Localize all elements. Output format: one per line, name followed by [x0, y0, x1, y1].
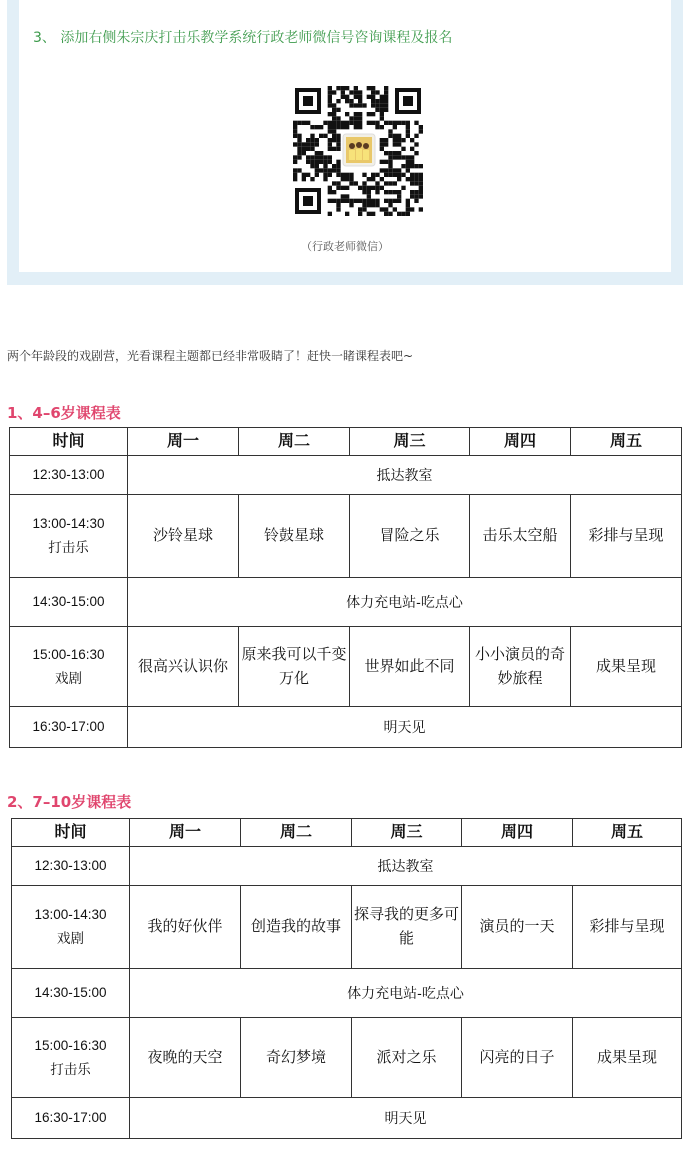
course-cell: 原来我可以千变万化	[239, 627, 350, 707]
course-cell: 彩排与呈现	[571, 495, 682, 578]
span-cell: 明天见	[128, 707, 682, 748]
course-cell: 我的好伙伴	[130, 886, 241, 969]
time-cell: 14:30-15:00	[10, 578, 128, 627]
header-tue: 周二	[241, 819, 352, 847]
course-cell: 很高兴认识你	[128, 627, 239, 707]
time-cell	[10, 627, 128, 707]
span-cell: 抵达教室	[130, 847, 682, 886]
qr-code-icon[interactable]	[293, 86, 423, 216]
table-row	[12, 969, 682, 1018]
time-cell	[12, 1018, 130, 1098]
time-range: 15:00-16:30	[32, 646, 105, 662]
table-row	[12, 847, 682, 886]
schedule-title-7-10: 2、7–10岁课程表	[7, 793, 132, 811]
header-thu: 周四	[462, 819, 573, 847]
time-range: 13:00-14:30	[34, 907, 107, 922]
course-cell: 成果呈现	[573, 1018, 682, 1098]
course-cell: 派对之乐	[352, 1018, 462, 1098]
course-type: 打击乐	[48, 540, 89, 555]
time-range: 15:00-16:30	[34, 1037, 107, 1053]
time-cell	[12, 886, 130, 969]
header-tue: 周二	[239, 428, 350, 456]
course-cell: 冒险之乐	[350, 495, 470, 578]
course-cell: 演员的一天	[462, 886, 573, 969]
table-row	[10, 578, 682, 627]
course-cell: 闪亮的日子	[462, 1018, 573, 1098]
header-row	[12, 819, 682, 847]
course-cell: 成果呈现	[571, 627, 682, 707]
course-cell: 世界如此不同	[350, 627, 470, 707]
time-cell: 12:30-13:00	[12, 847, 130, 886]
table-row	[12, 1018, 682, 1098]
qr-caption: （行政老师微信）	[301, 240, 389, 253]
span-cell: 体力充电站-吃点心	[130, 969, 682, 1018]
table-row	[10, 707, 682, 748]
header-row	[10, 428, 682, 456]
callout-card	[19, 0, 671, 272]
course-cell: 铃鼓星球	[239, 495, 350, 578]
span-cell: 抵达教室	[128, 456, 682, 495]
table-row	[10, 495, 682, 578]
header-fri: 周五	[573, 819, 682, 847]
time-cell: 16:30-17:00	[12, 1098, 130, 1139]
contact-callout	[7, 0, 683, 285]
course-cell: 小小演员的奇妙旅程	[470, 627, 571, 707]
intro-text: 两个年龄段的戏剧营，光看课程主题都已经非常吸睛了！赶快一睹课程表吧~	[7, 349, 414, 363]
schedule-table-7-10	[11, 818, 682, 1139]
header-thu: 周四	[470, 428, 571, 456]
header-wed: 周三	[350, 428, 470, 456]
schedule-title-4-6: 1、4–6岁课程表	[7, 404, 121, 422]
course-cell: 击乐太空船	[470, 495, 571, 578]
course-cell: 创造我的故事	[241, 886, 352, 969]
time-cell: 12:30-13:00	[10, 456, 128, 495]
span-cell: 明天见	[130, 1098, 682, 1139]
table-row	[10, 456, 682, 495]
course-type: 戏剧	[55, 670, 82, 686]
course-cell: 夜晚的天空	[130, 1018, 241, 1098]
course-cell: 探寻我的更多可能	[352, 886, 462, 969]
table-row	[12, 886, 682, 969]
time-cell	[10, 495, 128, 578]
course-cell: 沙铃星球	[128, 495, 239, 578]
time-cell: 16:30-17:00	[10, 707, 128, 748]
header-mon: 周一	[130, 819, 241, 847]
header-wed: 周三	[352, 819, 462, 847]
step-3-text: 3、 添加右侧朱宗庆打击乐教学系统行政老师微信号咨询课程及报名	[33, 30, 453, 46]
span-cell: 体力充电站-吃点心	[128, 578, 682, 627]
course-cell: 彩排与呈现	[573, 886, 682, 969]
table-row	[10, 627, 682, 707]
course-cell: 奇幻梦境	[241, 1018, 352, 1098]
header-mon: 周一	[128, 428, 239, 456]
header-time: 时间	[12, 819, 130, 847]
header-fri: 周五	[571, 428, 682, 456]
table-row	[12, 1098, 682, 1139]
time-cell: 14:30-15:00	[12, 969, 130, 1018]
course-type: 戏剧	[57, 931, 84, 946]
schedule-table-4-6	[9, 427, 682, 748]
time-range: 13:00-14:30	[32, 516, 105, 531]
course-type: 打击乐	[50, 1061, 91, 1077]
header-time: 时间	[10, 428, 128, 456]
